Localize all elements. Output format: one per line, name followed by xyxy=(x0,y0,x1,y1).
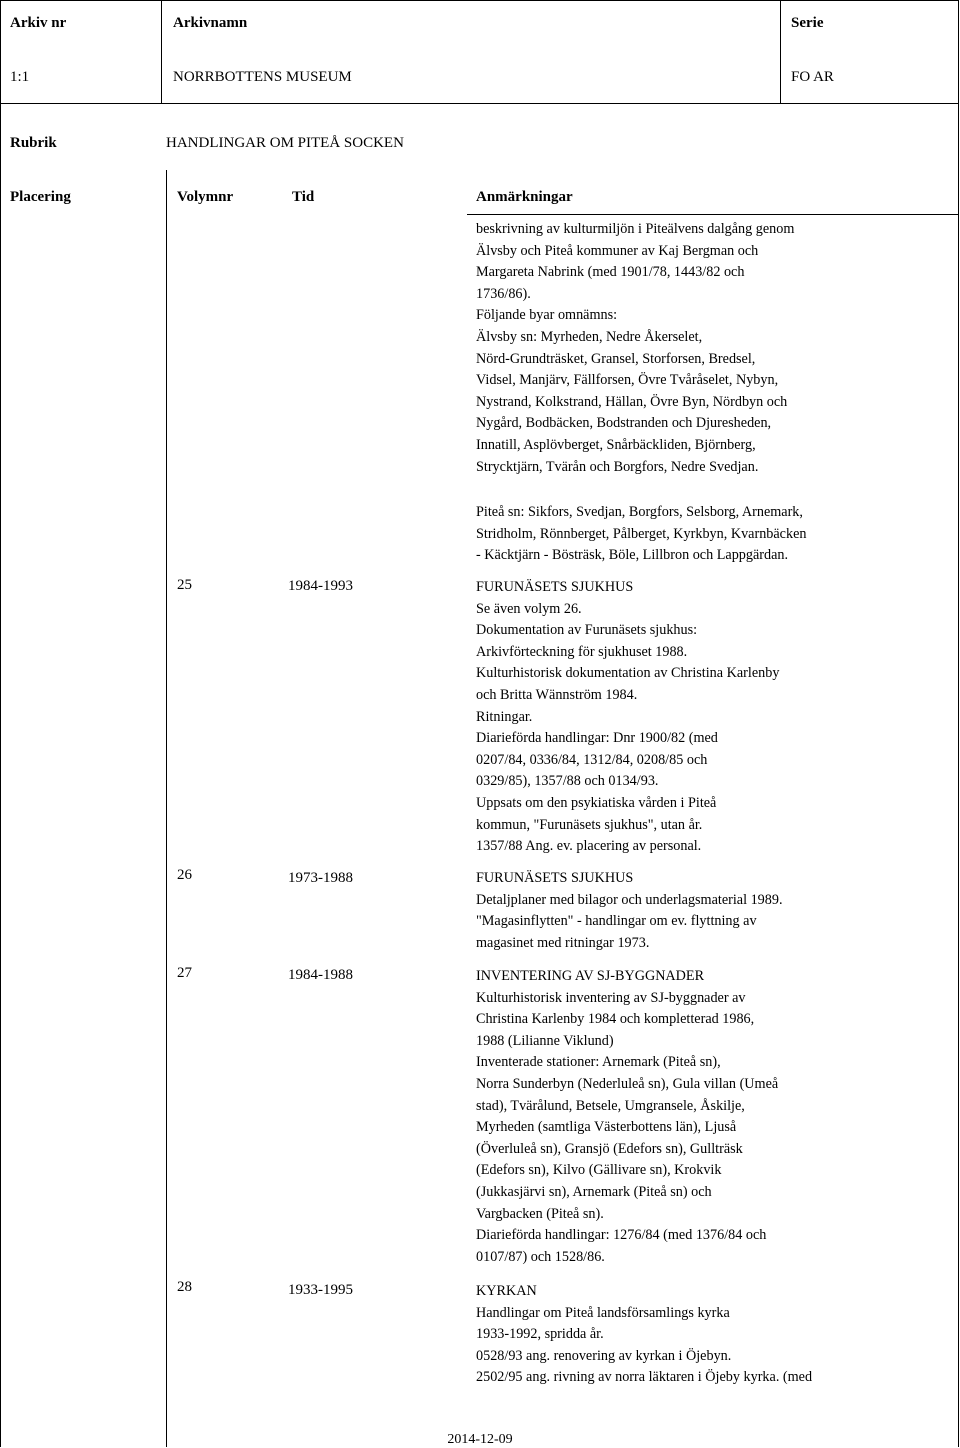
text-line: KYRKAN xyxy=(476,1283,537,1299)
arkivnamn-value: NORRBOTTENS MUSEUM xyxy=(173,69,352,85)
text-line: Handlingar om Piteå landsförsamlings kyrka xyxy=(476,1304,730,1321)
text-line: 0107/87) och 1528/86. xyxy=(476,1248,605,1265)
text-line: 2502/95 ang. rivning av norra läktaren i Öjeby kyrka. (med xyxy=(476,1369,813,1386)
volymnr-value: 26 xyxy=(177,867,192,883)
text-line: (Edefors sn), Kilvo (Gällivare sn), Krokvik xyxy=(476,1162,722,1179)
arkivnamn-label: Arkivnamn xyxy=(173,15,248,31)
rubrik-label: Rubrik xyxy=(10,135,57,151)
volymnr-label: Volymnr xyxy=(177,189,234,205)
text-line: Strycktjärn, Tvärån och Borgfors, Nedre Svedjan. xyxy=(476,458,759,475)
text-line: Ritningar. xyxy=(476,708,533,725)
text-line: Nystrand, Kolkstrand, Hällan, Övre Byn, Nördbyn och xyxy=(476,393,788,410)
text-line: 1988 (Lilianne Viklund) xyxy=(476,1032,614,1049)
text-line: Christina Karlenby 1984 och kompletterad 1986, xyxy=(476,1011,755,1028)
text-line: Myrheden (samtliga Västerbottens län), Ljuså xyxy=(476,1119,737,1136)
rubrik-value: HANDLINGAR OM PITEÅ SOCKEN xyxy=(166,135,404,151)
divider-rubrik xyxy=(0,103,959,104)
text-line: Arkivförteckning för sjukhuset 1988. xyxy=(476,643,688,660)
text-line: 0329/85), 1357/88 och 0134/93. xyxy=(476,773,659,790)
border-right xyxy=(958,0,959,1447)
text-line: Detaljplaner med bilagor och underlagsmaterial 1989. xyxy=(476,891,783,908)
anmarkning-text xyxy=(476,577,779,858)
anmarkning-text xyxy=(476,1281,812,1389)
text-line: Vidsel, Manjärv, Fällforsen, Övre Tvåråselet, Nybyn, xyxy=(476,372,779,389)
tid-value: 1933-1995 xyxy=(288,1282,353,1298)
text-line: stad), Tvärålund, Betsele, Umgransele, Åskilje, xyxy=(476,1097,745,1114)
text-line: FURUNÄSETS SJUKHUS xyxy=(476,870,634,886)
text-line: magasinet med ritningar 1973. xyxy=(476,934,650,951)
volymnr-value: 25 xyxy=(177,577,192,593)
tid-value: 1984-1993 xyxy=(288,578,353,594)
tid-value: 1973-1988 xyxy=(288,870,353,886)
arkiv-nr-value: 1:1 xyxy=(10,69,30,85)
text-line: beskrivning av kulturmiljön i Piteälvens dalgång genom xyxy=(476,221,795,237)
text-line: Nörd-Grundträsket, Gransel, Storforsen, Bredsel, xyxy=(476,350,756,367)
text-line: Kulturhistorisk inventering av SJ-byggnader av xyxy=(476,989,746,1006)
text-line: Norra Sunderbyn (Nederluleå sn), Gula villan (Umeå xyxy=(476,1075,779,1092)
serie-value: FO AR xyxy=(791,69,834,85)
border-left xyxy=(0,0,1,1447)
text-line: (Överluleå sn), Gransjö (Edefors sn), Gullträsk xyxy=(476,1140,743,1157)
arkiv-nr-label: Arkiv nr xyxy=(10,15,67,31)
text-line: - Käcktjärn - Bösträsk, Böle, Lillbron och Lappgärdan. xyxy=(476,547,789,564)
text-line: 1357/88 Ang. ev. placering av personal. xyxy=(476,838,702,855)
divider-serie xyxy=(780,0,781,103)
text-line: Se även volym 26. xyxy=(476,600,582,617)
text-line: Dokumentation av Furunäsets sjukhus: xyxy=(476,622,698,639)
border-top xyxy=(0,0,959,1)
text-line: Älvsby sn: Myrheden, Nedre Åkerselet, xyxy=(476,328,703,345)
text-line: Stridholm, Rönnberget, Pålberget, Kyrkbyn, Kvarnbäcken xyxy=(476,525,807,542)
text-line: (Jukkasjärvi sn), Arnemark (Piteå sn) och xyxy=(476,1183,712,1200)
divider-arkivnamn xyxy=(161,0,162,103)
volymnr-value: 28 xyxy=(177,1279,192,1295)
text-line: kommun, "Furunäsets sjukhus", utan år. xyxy=(476,816,703,833)
text-line: Inventerade stationer: Arnemark (Piteå sn), xyxy=(476,1054,721,1071)
text-line: Kulturhistorisk dokumentation av Christina Karlenby xyxy=(476,665,780,682)
text-line: Uppsats om den psykiatiska vården i Piteå xyxy=(476,794,717,811)
tid-value: 1984-1988 xyxy=(288,967,353,983)
volymnr-value: 27 xyxy=(177,965,192,981)
continuation-text xyxy=(476,219,794,478)
placering-label: Placering xyxy=(10,189,71,205)
tid-label: Tid xyxy=(292,189,315,205)
text-line: 0207/84, 0336/84, 1312/84, 0208/85 och xyxy=(476,751,708,768)
text-line: Diarieförda handlingar: Dnr 1900/82 (med xyxy=(476,730,718,747)
anmarkning-text xyxy=(476,868,783,954)
anmarkningar-label: Anmärkningar xyxy=(476,189,573,205)
anmarkning-text xyxy=(476,966,778,1268)
text-line: 1933-1992, spridda år. xyxy=(476,1326,604,1343)
text-line: Innatill, Asplövberget, Snårbäckliden, Björnberg, xyxy=(476,436,756,453)
divider-placering xyxy=(166,170,167,1447)
text-line: Nygård, Bodbäcken, Bodstranden och Djuresheden, xyxy=(476,415,772,432)
text-line: 1736/86). xyxy=(476,285,531,302)
text-line: och Britta Wännström 1984. xyxy=(476,686,638,703)
footer-date: 2014-12-09 xyxy=(447,1432,513,1447)
text-line: INVENTERING AV SJ-BYGGNADER xyxy=(476,968,705,984)
text-line: Vargbacken (Piteå sn). xyxy=(476,1205,604,1222)
divider-anmarkningar xyxy=(467,214,959,215)
text-line: Margareta Nabrink (med 1901/78, 1443/82 och xyxy=(476,264,745,281)
serie-label: Serie xyxy=(791,15,824,31)
text-line: Följande byar omnämns: xyxy=(476,307,618,324)
text-line: Älvsby och Piteå kommuner av Kaj Bergman och xyxy=(476,242,759,259)
text-line: Piteå sn: Sikfors, Svedjan, Borgfors, Selsborg, Arnemark, xyxy=(476,504,803,520)
text-line: FURUNÄSETS SJUKHUS xyxy=(476,579,634,595)
text-line: 0528/93 ang. renovering av kyrkan i Öjebyn. xyxy=(476,1347,732,1364)
text-line: Diarieförda handlingar: 1276/84 (med 1376/84 och xyxy=(476,1227,767,1244)
continuation-text-2 xyxy=(476,502,806,567)
text-line: "Magasinflytten" - handlingar om ev. flyttning av xyxy=(476,913,757,930)
